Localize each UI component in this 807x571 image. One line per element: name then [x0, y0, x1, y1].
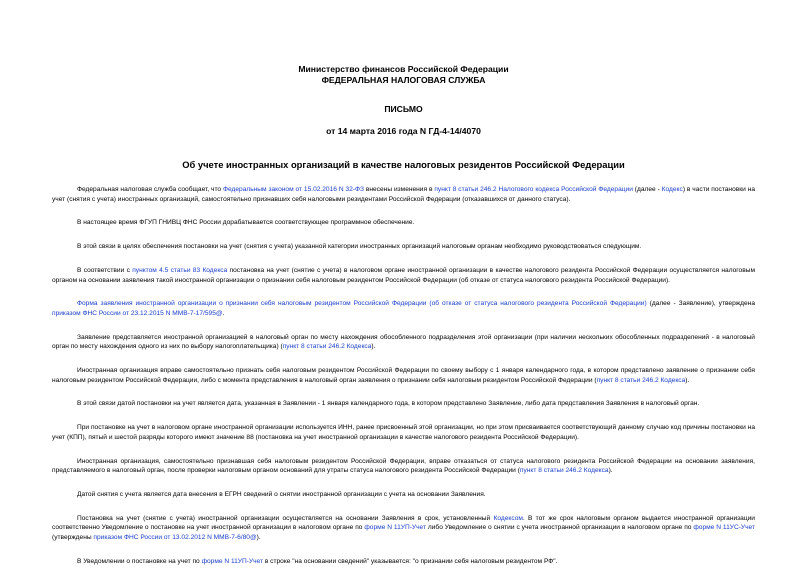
document-date-number: от 14 марта 2016 года N ГД-4-14/4070 — [326, 126, 481, 136]
paragraph-text: В этой связи в целях обеспечения постановки на учет (снятия с учета) указанной категории иностранных организаций налоговым органам необходимо руководствоваться следующим. — [77, 243, 642, 251]
document-type: ПИСЬМО — [384, 104, 423, 114]
paragraph-text: Постановка на учет (снятие с учета) иностранной организации осуществляется на основании Заявления в срок, установленный — [77, 514, 494, 522]
document-title: Об учете иностранных организаций в качестве налоговых резидентов Российской Федерации — [182, 159, 625, 170]
paragraph — [52, 514, 755, 543]
paragraph-text: . В тот же срок налоговым органом выдается иностранной организации соответственно Уведомление о постановке на учет иностранной организации в налоговом органе по — [52, 514, 755, 532]
document-link[interactable]: пункт 8 статьи 246.2 Кодекса — [596, 376, 686, 384]
paragraph — [52, 299, 755, 318]
document-link[interactable]: Кодексом — [493, 514, 523, 522]
paragraph-text: Заявление представляется иностранной организацией в налоговый орган по месту нахождения обособленного подразделения этой организации (при наличии нескольких обособленных подразделений - в налоговый орган по месту нахождения одного из них по выбору налогоплательщика) ( — [52, 333, 755, 351]
paragraph-text: внесены изменения в — [364, 186, 435, 193]
document-link[interactable]: Кодекс — [661, 186, 683, 193]
paragraph-text: Иностранная организация вправе самостоятельно признать себя налоговым резидентом Российской Федерации по своему выбору с 1 января календарного года, в котором представлено заявление о признании себя налоговым резидентом Российской Федерации, либо с момента представления в налоговый орган заявления о признании себя налоговым резидентом Российской Федерации ( — [52, 367, 755, 384]
paragraph-text: ). — [685, 376, 690, 384]
paragraph-text: Федеральная налоговая служба сообщает, что — [77, 186, 223, 193]
paragraph — [52, 557, 755, 567]
paragraph-text: Датой снятия с учета является дата внесения в ЕГРН сведений о снятии иностранной организации с учета на основании Заявления. — [77, 490, 486, 498]
paragraph-text: В этой связи датой постановки на учет является дата, указанная в Заявлении - 1 января календарного года, в котором представлено Заявление, либо дата представления Заявления в налоговый орган. — [77, 400, 700, 408]
paragraph-text: В настоящее время ФГУП ГНИВЦ ФНС России дорабатывается соответствующее программное обеспечение. — [77, 219, 415, 227]
document-link[interactable]: пункт 8 статьи 246.2 Кодекса — [519, 467, 609, 475]
document-link[interactable]: форме N 11УС-Учет — [693, 524, 756, 532]
paragraph-text: постановка на учет (снятие с учета) в налоговом органе иностранной организации в качестве налогового резидента Российской Федерации осуществляется налоговым органом на основании заявления такой иностранной организации о признании себя налоговым резидентом Российской Федерации (об отказе от статуса налогового резидента Российской Федерации). — [52, 266, 755, 284]
paragraph-text: Иностранная организация, самостоятельно признавшая себя налоговым резидентом Российской Федерации, вправе отказаться от статуса налогового резидента Российской Федерации на основании заявления, представляемого в налоговый орган, после проверки налоговым органом оснований для утраты статуса налогового резидента Российской Федерации ( — [52, 457, 755, 475]
paragraph-text: в строке "на основании сведений" указывается: "о признании себя налоговым резидентом РФ". — [263, 557, 558, 565]
document-link[interactable]: Федеральным законом от 15.02.2016 N 32-ФЗ — [222, 186, 365, 193]
paragraph-text: (утверждены — [52, 533, 94, 541]
paragraph-text: . — [222, 309, 225, 317]
paragraph-text: В соответствии с — [77, 266, 133, 274]
document-link[interactable]: приказом ФНС России от 13.02.2012 N ММВ-7-6/80@ — [93, 533, 257, 541]
ministry-name: Министерство финансов Российской Федерации — [298, 64, 509, 74]
paragraph — [52, 266, 755, 285]
paragraph — [52, 423, 755, 442]
document-link[interactable]: пунктом 4.5 статьи 83 Кодекса — [132, 266, 228, 274]
paragraph-text: ). — [371, 343, 376, 351]
paragraph — [52, 242, 755, 252]
paragraph-text: (далее - Заявление), утверждена — [646, 300, 755, 308]
paragraph — [52, 218, 755, 228]
paragraph-text: ). — [256, 533, 261, 541]
document-link[interactable]: форме N 11УП-Учет — [364, 524, 426, 532]
paragraph — [52, 185, 755, 204]
paragraph — [52, 457, 755, 476]
paragraph-text: либо Уведомление о снятии с учета иностранной организации в налоговом органе по — [425, 524, 694, 532]
paragraph — [52, 399, 755, 409]
document-header — [52, 64, 755, 170]
paragraph-text: ) в части постановки на учет (снятия с учета) иностранных организаций, самостоятельно признавших себя налоговыми резидентами Российской Федерации (отказавшихся от данного статуса). — [52, 186, 756, 203]
paragraph — [52, 490, 755, 500]
paragraph-text: ). — [608, 467, 613, 475]
paragraph-text: При постановке на учет в налоговом органе иностранной организации используется ИНН, ранее присвоенный этой организации, но при этом присваивается соответствующий данному случаю код причины постановки на учет (КПП), пятый и шестой разряды которого имеют значение 88 (постановка на учет иностранной организации в качестве налогового резидента Российской Федерации). — [52, 424, 755, 441]
document-link[interactable]: форме N 11УП-Учет — [201, 557, 264, 565]
paragraph — [52, 366, 755, 385]
document-link[interactable]: приказом ФНС России от 23.12.2015 N ММВ-7-17/595@ — [52, 309, 223, 317]
paragraph-text: В Уведомлении о постановке на учет по — [77, 557, 202, 565]
paragraph — [52, 333, 755, 352]
document-link[interactable]: пункт 8 статьи 246.2 Кодекса — [282, 343, 372, 351]
paragraph-text: (далее - — [632, 186, 662, 193]
document-link[interactable]: Форма заявления иностранной организации о признании себя налоговым резидентом Российской Федерации (об отказе от статуса налогового резидента Российской Федерации) — [77, 300, 647, 308]
service-name: ФЕДЕРАЛЬНАЯ НАЛОГОВАЯ СЛУЖБА — [321, 75, 486, 85]
document-body — [52, 185, 755, 566]
document-link[interactable]: пункт 8 статьи 246.2 Налогового кодекса Российской Федерации — [434, 186, 633, 193]
